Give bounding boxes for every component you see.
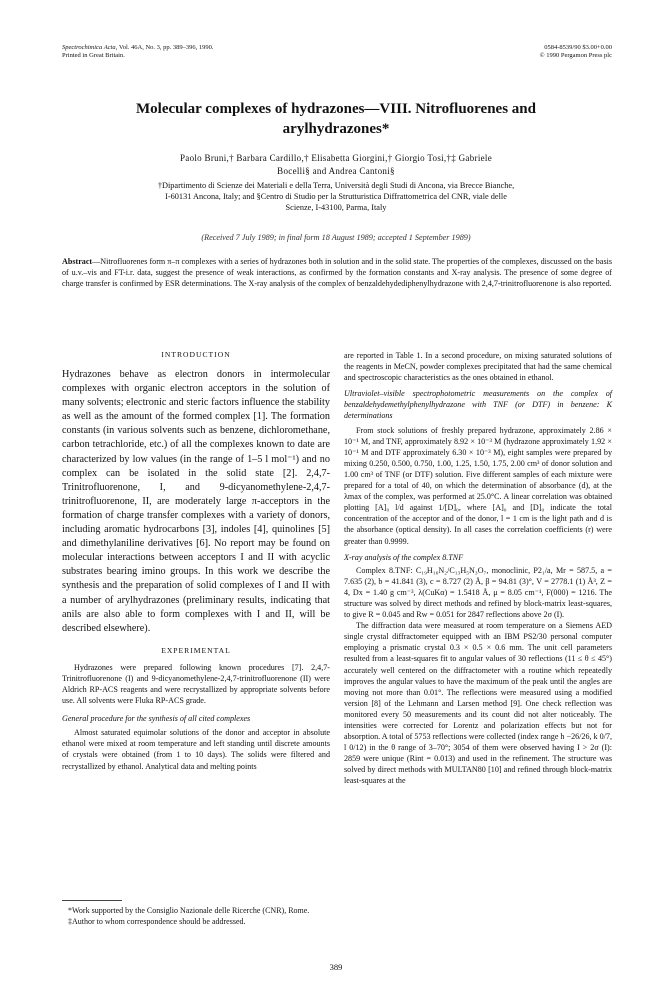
authors <box>60 152 612 178</box>
intro-body <box>62 368 330 636</box>
uv-vis-paragraph: From stock solutions of freshly prepared hydrazone, approximately 2.86 × 10⁻¹ M, and TNF, approximately 8.92 × 10⁻³ M (hydrazone approximately 1.92 × 10⁻¹ M and DTF approximately 6.30 × 10⁻³ M), eight samples were prepared by mixing 0.250, 0.500, 0.750, 1.00, 1.25, 1.50, 1.75, 2.00 cm³ of donor solution and 1.00 cm³ of TNF (or DTF) solution. Five different samples of each mixture were prepared for a total of 40, on which the determination of absorbance (d), at the λmax of the complex, was performed at 25.0°C. A linear correlation was obtained plotting [A]₀ l/d against 1/[D]₀, where [A]₀ and [D]₀ indicate the total concentration of the acceptor and of the donor, l = 1 cm is the light path and d is the absorbance (optical density). In all cases the correlation coefficients (r) were greater than 0.9999. <box>344 425 612 546</box>
intro-heading: INTRODUCTION <box>161 350 231 359</box>
abstract <box>62 256 612 290</box>
issn-price: 0584-8539/90 $3.00+0.00 <box>544 44 612 51</box>
experimental-paragraph: Hydrazones were prepared following known procedures [7]. 2,4,7-Trinitrofluorenone (I) and 9-dicyanomethylene-2,4,7-trinitrofluorenone (II) were Aldrich RP-ACS reagents and were recrystallized by appropriate solvents before use. All solvents were Fluka RP-ACS grade. <box>62 662 330 706</box>
affiliation-line-1: †Dipartimento di Scienze dei Materiali e della Terra, Università degli Studi di Ancona, via Brecce Bianche, <box>157 181 515 190</box>
xray-paragraph-2: The diffraction data were measured at room temperature on a Siemens AED single crystal diffractometer equipped with an IBM PS2/30 personal computer employing a prismatic crystal 0.3 × 0.5 × 0.6 mm. The unit cell parameters resulted from a least-squares fit to angular values of 30 reflections (11 ≤ θ ≤ 45°) accurately well centered on the diffractometer with a routine which repeatedly improves the angular values to have the maximum of the peak until the angles are moving not more than 0.01°. The reflections were measured using a modified version [8] of the Lehmann and Larsen method [9]. One check reflection was monitored every 50 measurements and its count did not alter noticeably. The intensities were corrected for Lorentz and polarization effects but not for absorption. A total of 5753 reflections were collected (index range h −26/26, k 0/7, l 0/12) in the θ range of 3–70°; 3054 of them were observed having I > 2σ (I): 2859 were unique (Rint = 0.013) and used in the refinement. The structure was solved by direct methods with MULTAN80 [10] and refined through block-matrix least-squares at the <box>344 621 612 786</box>
footnote-correspondence: ‡Author to whom correspondence should be addressed. <box>68 916 246 926</box>
general-procedure-heading: General procedure for the synthesis of all cited complexes <box>62 714 251 724</box>
right-column <box>344 350 612 787</box>
article-title <box>60 99 612 139</box>
general-procedure-paragraph: Almost saturated equimolar solutions of the donor and acceptor in absolute ethanol were mixed at room temperature and left standing until discrete amounts of crystals were obtained (from 1 to 10 days). The solids were filtered and recrystallized by ethanol. Analytical data and melting points <box>62 728 330 771</box>
footnote-funding: *Work supported by the Consiglio Nazionale delle Ricerche (CNR), Rome. <box>68 906 310 915</box>
abstract-label: Abstract <box>62 257 93 266</box>
right-paragraph-1: are reported in Table 1. In a second procedure, on mixing saturated solutions of the reagents in MeCN, powder complexes precipitated that had the same chemical and spectroscopic characteristics as the ones obtained in ethanol. <box>344 351 612 383</box>
footnote-rule <box>62 900 122 901</box>
general-procedure-body <box>62 727 330 771</box>
xray-heading: X-ray analysis of the complex 8.TNF <box>344 552 464 562</box>
authors-line-1: Paolo Bruni,† Barbara Cardillo,† Elisabetta Giorgini,† Giorgio Tosi,†‡ Gabriele <box>179 153 493 163</box>
journal-volume: Vol. 46A, No. 3, pp. 389–396, 1990. <box>118 44 214 51</box>
uv-vis-heading: Ultraviolet–visible spectrophotometric measurements on the complex of benzaldehydemethylphenylhydrazone with TNF (or DTF) in benzene: K determinations <box>344 389 612 421</box>
affiliations <box>60 180 612 213</box>
journal-name: Spectrochimica Acta, <box>62 44 118 51</box>
printed-in: Printed in Great Britain. <box>62 52 125 59</box>
left-column <box>62 350 330 772</box>
experimental-heading: EXPERIMENTAL <box>161 645 231 655</box>
authors-line-2: Bocelli§ and Andrea Cantoni§ <box>277 166 395 176</box>
xray-paragraph-1: Complex 8.TNF: C₁₉H₁₆N₂/C₁₃H₅N₃O₇, monoclinic, P2₁/a, Mr = 587.5, a = 7.635 (2), b = 41.841 (3), c = 8.727 (2) Å, β = 94.81 (3)°, V = 2778.1 (1) Å³, Z = 4, Dx = 1.40 g cm⁻³, λ(CuKα) = 1.5418 Å, μ = 8.05 cm⁻¹, F(000) = 1216. The structure was solved by direct methods and refined by block-matrix least-squares, to give R = 0.045 and Rw = 0.051 for 2847 reflections above 2σ (I). <box>344 565 612 620</box>
journal-header-right <box>430 44 612 60</box>
affiliation-line-3: Scienze, I-43100, Parma, Italy <box>285 203 387 212</box>
abstract-text: —Nitrofluorenes form π–π complexes with a series of hydrazones both in solution and in the solid state. The properties of the complexes, discussed on the basis of u.v.–vis and FT-i.r. data, suggest the presence of weak interactions, as confirmed by the formation constants and X-ray analysis. The presence of some degree of charge transfer is confirmed by ESR determinations. The X-ray analysis of the complex of benzaldehydediphenylhydrazone with 2,4,7-trinitrofluorenone is also reported. <box>62 257 612 289</box>
copyright: © 1990 Pergamon Press plc <box>539 52 612 59</box>
title-line-2: arylhydrazones* <box>282 121 390 137</box>
experimental-body <box>62 662 330 706</box>
journal-header-left <box>62 44 342 60</box>
affiliation-line-2: I-60131 Ancona, Italy; and §Centro di Studio per la Strutturistica Diffrattometrica del CNR, viale delle <box>165 192 507 201</box>
journal-citation <box>62 44 342 52</box>
received-dates: (Received 7 July 1989; in final form 18 August 1989; accepted 1 September 1989) <box>201 233 471 242</box>
intro-paragraph: Hydrazones behave as electron donors in intermolecular complexes with organic electron acceptors in the solution of many solvents; electronic and steric factors influence the stability as well as the amount of the formed complex [1]. The formation constants (in various solvents such as benzene, dichloromethane, carbon tetrachloride, etc.) of all the complexes known to date are characterized by low values (in the range of 1–5 l mol⁻¹) and no complex can be isolated in the solid state [2]. 2,4,7-Trinitrofluorenone, I, and 9-dicyanomethylene-2,4,7-trinitrofluorenone, II, are moderately large π-acceptors in the formation of charge transfer complexes with a variety of donors, including aromatic hydrocarbons [3], indoles [4], quinolines [5] and dimethylaniline derivatives [6]. No report may be found on molecular interactions between acceptors I and II with acyclic substrates bearing imino groups. In this work we describe the synthesis and the preparation of solid complexes of I and II with a number of arylhydrazones (preliminary results, indicating that anils are also able to form complexes with I and II, will be described elsewhere). <box>62 369 330 634</box>
page-number: 389 <box>329 962 343 972</box>
title-line-1: Molecular complexes of hydrazones—VIII. Nitrofluorenes and <box>136 101 536 117</box>
footnotes <box>62 906 330 927</box>
